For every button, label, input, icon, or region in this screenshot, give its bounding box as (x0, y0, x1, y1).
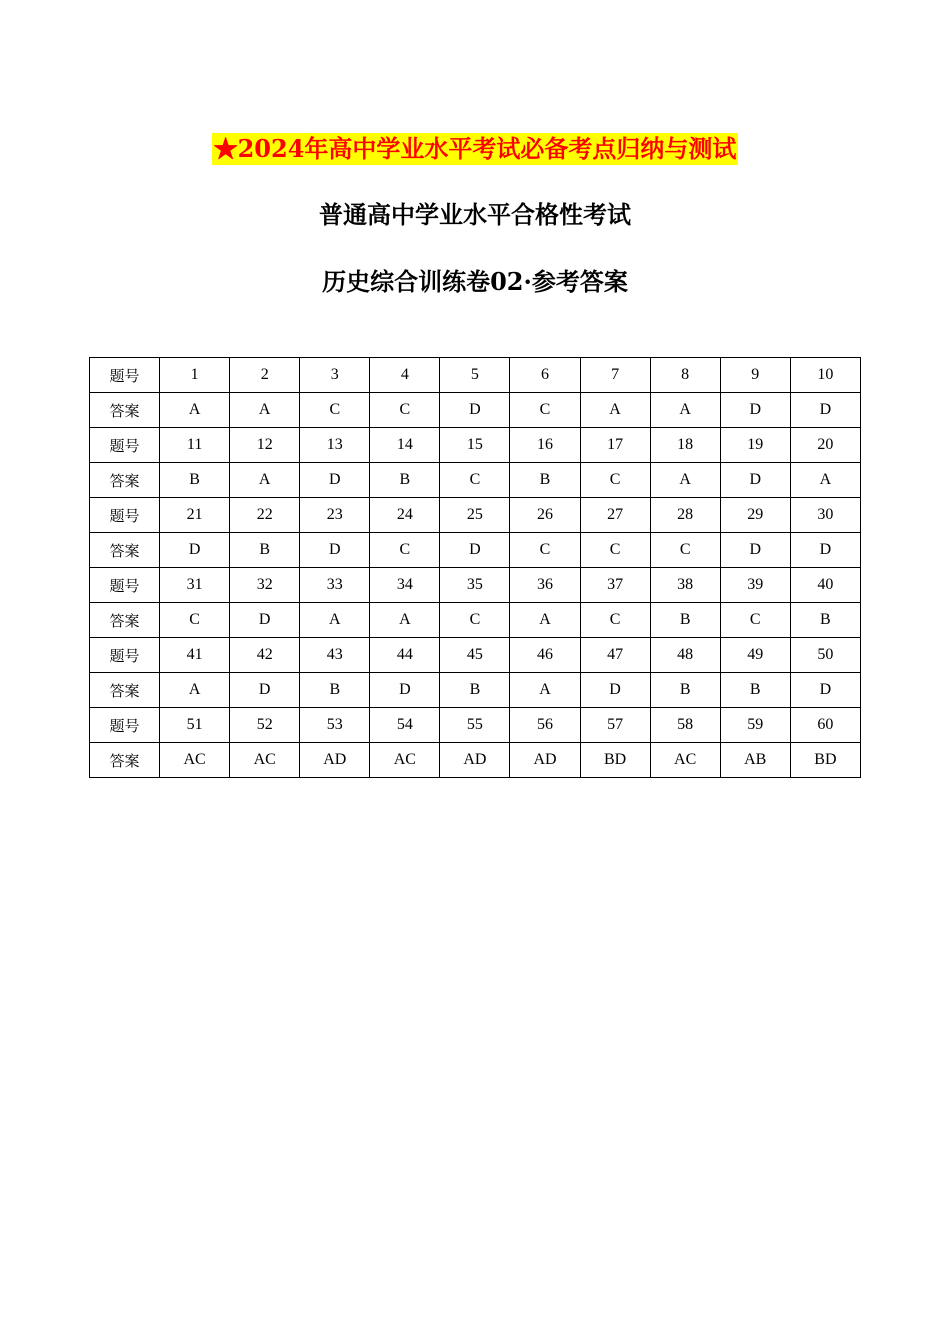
answer-cell: D (230, 603, 300, 638)
question-number-cell: 5 (440, 358, 510, 393)
answer-cell: A (510, 603, 580, 638)
answer-cell: A (650, 393, 720, 428)
answer-cell: A (160, 393, 230, 428)
question-number-cell: 22 (230, 498, 300, 533)
answer-cell: C (370, 393, 440, 428)
answer-cell: A (510, 673, 580, 708)
answer-label: 答案 (90, 673, 160, 708)
answer-cell: A (230, 393, 300, 428)
question-number-cell: 12 (230, 428, 300, 463)
answer-label: 答案 (90, 743, 160, 778)
question-number-cell: 54 (370, 708, 440, 743)
answer-cell: C (440, 603, 510, 638)
answer-cell: AD (510, 743, 580, 778)
question-number-cell: 4 (370, 358, 440, 393)
answer-cell: A (790, 463, 860, 498)
answer-cell: D (580, 673, 650, 708)
question-number-cell: 43 (300, 638, 370, 673)
question-number-cell: 51 (160, 708, 230, 743)
answer-cell: A (650, 463, 720, 498)
question-number-cell: 29 (720, 498, 790, 533)
page-subtitle: 历史综合训练卷02·参考答案 (322, 267, 628, 296)
question-number-cell: 20 (790, 428, 860, 463)
answer-row (90, 463, 861, 498)
answer-cell: A (370, 603, 440, 638)
question-number-cell: 16 (510, 428, 580, 463)
answer-cell: A (160, 673, 230, 708)
question-number-cell: 11 (160, 428, 230, 463)
answer-cell: C (510, 533, 580, 568)
question-number-cell: 2 (230, 358, 300, 393)
question-number-cell: 25 (440, 498, 510, 533)
answer-cell: D (300, 533, 370, 568)
answer-cell: B (230, 533, 300, 568)
answer-cell: B (440, 673, 510, 708)
question-number-cell: 1 (160, 358, 230, 393)
question-number-cell: 41 (160, 638, 230, 673)
question-number-cell: 6 (510, 358, 580, 393)
question-number-cell: 52 (230, 708, 300, 743)
answer-cell: B (160, 463, 230, 498)
answer-cell: D (440, 393, 510, 428)
answer-cell: B (650, 673, 720, 708)
question-number-cell: 19 (720, 428, 790, 463)
answer-cell: A (230, 463, 300, 498)
question-number-cell: 35 (440, 568, 510, 603)
answer-cell: B (300, 673, 370, 708)
answer-cell: AD (440, 743, 510, 778)
answer-cell: D (790, 393, 860, 428)
answer-cell: C (580, 533, 650, 568)
question-number-cell: 42 (230, 638, 300, 673)
answer-row (90, 673, 861, 708)
question-number-cell: 46 (510, 638, 580, 673)
answer-table-body (90, 358, 861, 778)
question-number-row (90, 428, 861, 463)
question-number-label: 题号 (90, 428, 160, 463)
answer-cell: AB (720, 743, 790, 778)
question-number-label: 题号 (90, 638, 160, 673)
answer-cell: A (300, 603, 370, 638)
question-number-cell: 45 (440, 638, 510, 673)
banner-container (0, 133, 950, 165)
answer-row (90, 393, 861, 428)
answer-cell: C (650, 533, 720, 568)
answer-cell: C (440, 463, 510, 498)
answer-cell: C (370, 533, 440, 568)
question-number-cell: 33 (300, 568, 370, 603)
answer-cell: D (370, 673, 440, 708)
question-number-cell: 37 (580, 568, 650, 603)
question-number-cell: 44 (370, 638, 440, 673)
answer-cell: BD (580, 743, 650, 778)
question-number-cell: 14 (370, 428, 440, 463)
question-number-row (90, 498, 861, 533)
question-number-cell: 23 (300, 498, 370, 533)
answer-cell: C (160, 603, 230, 638)
answer-row (90, 603, 861, 638)
question-number-cell: 24 (370, 498, 440, 533)
question-number-cell: 9 (720, 358, 790, 393)
question-number-cell: 55 (440, 708, 510, 743)
answer-cell: C (300, 393, 370, 428)
answer-row (90, 743, 861, 778)
answer-cell: C (580, 463, 650, 498)
question-number-row (90, 568, 861, 603)
answer-cell: C (580, 603, 650, 638)
question-number-cell: 27 (580, 498, 650, 533)
question-number-cell: 53 (300, 708, 370, 743)
question-number-cell: 10 (790, 358, 860, 393)
question-number-row (90, 708, 861, 743)
question-number-cell: 50 (790, 638, 860, 673)
question-number-cell: 47 (580, 638, 650, 673)
question-number-label: 题号 (90, 498, 160, 533)
answer-cell: B (790, 603, 860, 638)
answer-cell: AC (370, 743, 440, 778)
answer-cell: D (720, 533, 790, 568)
question-number-cell: 30 (790, 498, 860, 533)
question-number-label: 题号 (90, 358, 160, 393)
answer-cell: AC (230, 743, 300, 778)
answer-cell: AD (300, 743, 370, 778)
answer-cell: D (720, 393, 790, 428)
question-number-cell: 21 (160, 498, 230, 533)
answer-label: 答案 (90, 393, 160, 428)
question-number-cell: 60 (790, 708, 860, 743)
question-number-cell: 8 (650, 358, 720, 393)
question-number-cell: 15 (440, 428, 510, 463)
answer-cell: AC (650, 743, 720, 778)
question-number-cell: 39 (720, 568, 790, 603)
answer-cell: B (370, 463, 440, 498)
question-number-cell: 34 (370, 568, 440, 603)
answer-cell: D (790, 533, 860, 568)
answer-cell: BD (790, 743, 860, 778)
question-number-cell: 58 (650, 708, 720, 743)
exam-series-banner: ★2024年高中学业水平考试必备考点归纳与测试 (213, 134, 737, 163)
question-number-cell: 49 (720, 638, 790, 673)
answer-cell: B (650, 603, 720, 638)
question-number-label: 题号 (90, 568, 160, 603)
question-number-cell: 7 (580, 358, 650, 393)
question-number-cell: 17 (580, 428, 650, 463)
question-number-cell: 48 (650, 638, 720, 673)
question-number-cell: 56 (510, 708, 580, 743)
answer-cell: A (580, 393, 650, 428)
question-number-cell: 59 (720, 708, 790, 743)
answer-key-table (89, 357, 861, 778)
question-number-cell: 31 (160, 568, 230, 603)
question-number-cell: 40 (790, 568, 860, 603)
answer-cell: B (510, 463, 580, 498)
answer-cell: D (790, 673, 860, 708)
answer-label: 答案 (90, 463, 160, 498)
question-number-cell: 28 (650, 498, 720, 533)
answer-label: 答案 (90, 603, 160, 638)
question-number-cell: 18 (650, 428, 720, 463)
question-number-row (90, 358, 861, 393)
answer-label: 答案 (90, 533, 160, 568)
question-number-cell: 3 (300, 358, 370, 393)
answer-cell: D (720, 463, 790, 498)
answer-cell: AC (160, 743, 230, 778)
page-title: 普通高中学业水平合格性考试 (319, 200, 631, 229)
question-number-label: 题号 (90, 708, 160, 743)
question-number-cell: 32 (230, 568, 300, 603)
answer-cell: D (160, 533, 230, 568)
answer-cell: D (440, 533, 510, 568)
question-number-cell: 13 (300, 428, 370, 463)
question-number-cell: 26 (510, 498, 580, 533)
answer-cell: C (510, 393, 580, 428)
answer-row (90, 533, 861, 568)
question-number-cell: 36 (510, 568, 580, 603)
question-number-cell: 38 (650, 568, 720, 603)
question-number-row (90, 638, 861, 673)
answer-cell: B (720, 673, 790, 708)
question-number-cell: 57 (580, 708, 650, 743)
answer-cell: D (230, 673, 300, 708)
answer-cell: C (720, 603, 790, 638)
answer-cell: D (300, 463, 370, 498)
